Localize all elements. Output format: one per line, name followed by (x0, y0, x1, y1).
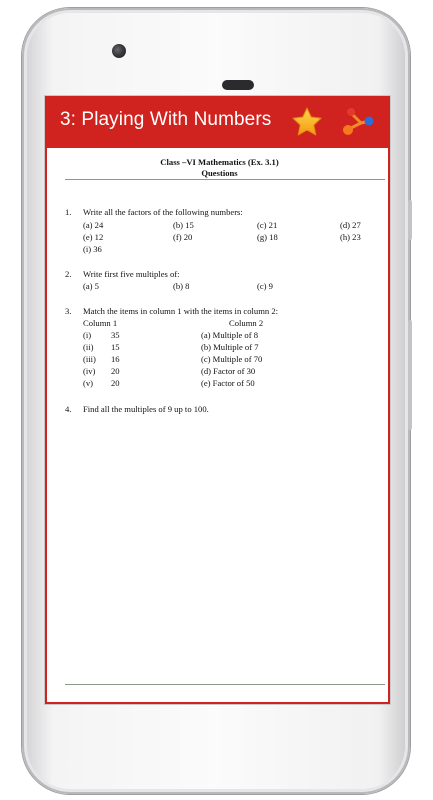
q1-option: (g) 18 (257, 232, 278, 242)
q3-row-num: (iii) (83, 354, 96, 364)
power-button (408, 320, 412, 430)
q2-option: (a) 5 (83, 281, 99, 291)
q3-row-match: (b) Multiple of 7 (201, 342, 259, 352)
document-page (45, 148, 390, 704)
front-camera (112, 44, 126, 58)
q3-row-val: 20 (111, 378, 120, 388)
q3-column2-header: Column 2 (229, 318, 264, 328)
app-title: 3: Playing With Numbers (60, 109, 272, 130)
q3-row-match: (a) Multiple of 8 (201, 330, 259, 340)
q1-option: (f) 20 (173, 232, 193, 242)
star-icon[interactable] (291, 106, 323, 138)
q4-number: 4. (65, 404, 72, 414)
q3-row-val: 35 (111, 330, 120, 340)
q3-text: Match the items in column 1 with the items in column 2: (83, 306, 279, 316)
q2-number: 2. (65, 269, 72, 279)
q1-option: (b) 15 (173, 220, 194, 230)
q3-number: 3. (65, 306, 72, 316)
q3-row-val: 15 (111, 342, 120, 352)
volume-button (408, 200, 412, 240)
q3-row-match: (d) Factor of 30 (201, 366, 256, 376)
document-subheader: Questions (201, 168, 238, 178)
app-screen (44, 95, 391, 705)
q3-row-val: 20 (111, 366, 120, 376)
q3-row-match: (c) Multiple of 70 (201, 354, 263, 364)
q3-row-num: (i) (83, 330, 92, 340)
q3-row-num: (ii) (83, 342, 94, 352)
q3-row-match: (e) Factor of 50 (201, 378, 255, 388)
share-icon[interactable] (341, 105, 375, 139)
header-divider (65, 179, 385, 180)
q3-row-num: (v) (83, 378, 94, 388)
q1-option: (i) 36 (83, 244, 102, 254)
earpiece-speaker (222, 80, 254, 90)
q2-option: (c) 9 (257, 281, 273, 291)
q1-option: (e) 12 (83, 232, 104, 242)
q4-text: Find all the multiples of 9 up to 100. (83, 404, 209, 414)
q1-option: (h) 23 (340, 232, 361, 242)
q3-row-num: (iv) (83, 366, 96, 376)
q1-option: (a) 24 (83, 220, 104, 230)
q1-option: (c) 21 (257, 220, 278, 230)
q1-number: 1. (65, 207, 72, 217)
q2-option: (b) 8 (173, 281, 190, 291)
q2-text: Write first five multiples of: (83, 269, 180, 279)
q1-text: Write all the factors of the following numbers: (83, 207, 243, 217)
q3-row-val: 16 (111, 354, 120, 364)
app-bar (45, 96, 390, 148)
document-header: Class –VI Mathematics (Ex. 3.1) (160, 157, 279, 167)
q1-option: (d) 27 (340, 220, 361, 230)
footer-divider (65, 684, 385, 685)
q3-column1-header: Column 1 (83, 318, 118, 328)
